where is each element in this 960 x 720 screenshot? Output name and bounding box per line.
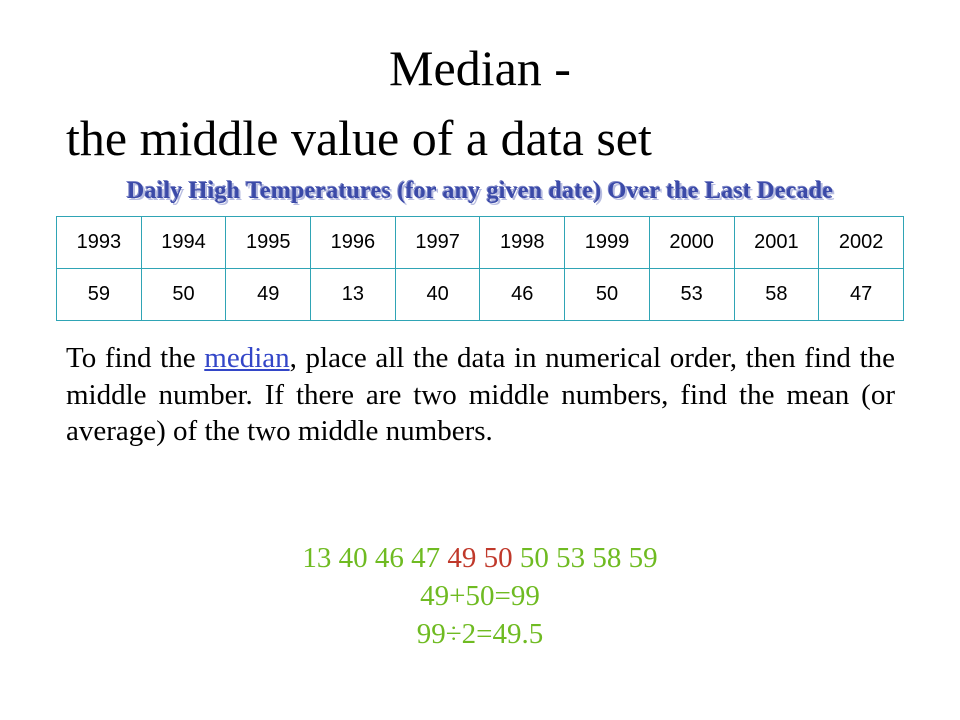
temperature-cell: 50 xyxy=(141,269,226,321)
sorted-value: 50 xyxy=(519,542,549,574)
year-cell: 1998 xyxy=(480,217,565,269)
year-cell: 2000 xyxy=(649,217,734,269)
temperature-cell: 40 xyxy=(395,269,480,321)
paragraph-text-start: To find the xyxy=(66,342,205,374)
table-row-years xyxy=(57,217,904,269)
year-cell: 2001 xyxy=(734,217,819,269)
temperature-cell: 59 xyxy=(57,269,142,321)
year-cell: 1997 xyxy=(395,217,480,269)
temperature-table xyxy=(56,216,904,321)
sorted-value: 47 xyxy=(411,542,441,574)
sorted-value: 58 xyxy=(592,542,622,574)
table-row-values xyxy=(57,269,904,321)
sorted-value: 13 xyxy=(302,542,332,574)
year-cell: 1993 xyxy=(57,217,142,269)
sorted-value: 40 xyxy=(338,542,368,574)
year-cell: 1995 xyxy=(226,217,311,269)
temperature-cell: 58 xyxy=(734,269,819,321)
middle-value: 49 xyxy=(447,542,477,574)
temperature-cell: 49 xyxy=(226,269,311,321)
temperature-cell: 47 xyxy=(819,269,904,321)
table-caption: Daily High Temperatures (for any given date) Over the Last Decade xyxy=(126,178,834,204)
year-cell: 1999 xyxy=(565,217,650,269)
temperature-cell: 46 xyxy=(480,269,565,321)
temperature-cell: 53 xyxy=(649,269,734,321)
year-cell: 2002 xyxy=(819,217,904,269)
year-cell: 1996 xyxy=(311,217,396,269)
division-calculation: 99÷2=49.5 xyxy=(416,618,544,650)
sum-calculation: 49+50=99 xyxy=(420,580,540,612)
sorted-value: 59 xyxy=(628,542,658,574)
middle-value: 50 xyxy=(483,542,513,574)
sorted-value: 53 xyxy=(556,542,586,574)
paragraph-text-end: , place all the data in numerical order, then find the middle number. If there are two middle numbers, find the mean (or average) of the two middle numbers. xyxy=(66,342,896,447)
explanation-paragraph xyxy=(66,340,895,450)
temperature-cell: 50 xyxy=(565,269,650,321)
temperature-cell: 13 xyxy=(311,269,396,321)
year-cell: 1994 xyxy=(141,217,226,269)
median-link[interactable]: median xyxy=(204,342,290,374)
sorted-value: 46 xyxy=(374,542,404,574)
slide-title: Median - xyxy=(389,40,571,96)
sorted-data-line xyxy=(0,540,960,576)
slide-subtitle: the middle value of a data set xyxy=(66,110,652,166)
